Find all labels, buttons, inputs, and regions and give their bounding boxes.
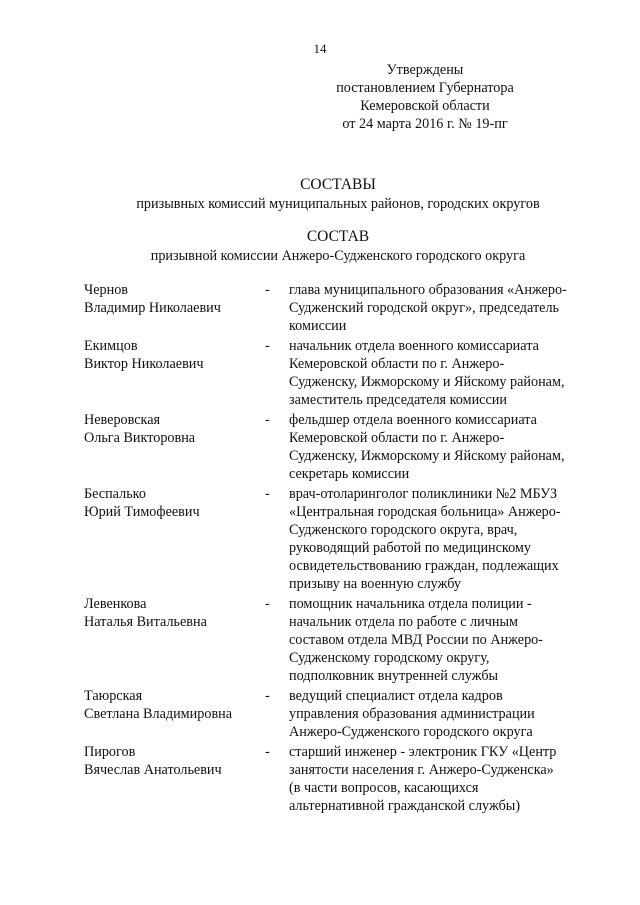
member-role-line: комиссии (289, 318, 347, 334)
member-separator: - (265, 486, 270, 502)
approval-line: от 24 марта 2016 г. № 19-пг (342, 116, 508, 132)
approval-line: Утверждены (386, 62, 464, 78)
member-row (84, 337, 594, 409)
member-row (84, 411, 594, 483)
member-role-line: Судженского городского округа, врач, (289, 522, 518, 538)
member-name (84, 411, 259, 483)
member-role-line: освидетельствованию граждан, подлежащих (289, 558, 559, 574)
member-name (84, 743, 259, 815)
member-role-line: руководящий работой по медицинскому (289, 540, 531, 556)
member-role (289, 337, 594, 409)
member-name (84, 595, 259, 685)
member-name-line: Наталья Витальевна (84, 614, 207, 630)
document-title: СОСТАВЫ (300, 176, 376, 193)
member-name (84, 485, 259, 593)
member-role-line: Судженскому городскому округу, (289, 650, 490, 666)
member-row (84, 281, 594, 335)
member-role (289, 281, 594, 335)
member-name-line: Вячеслав Анатольевич (84, 762, 222, 778)
member-role-line: Анжеро-Судженского городского округа (289, 724, 533, 740)
approval-line: постановлением Губернатора (336, 80, 514, 96)
section-title: СОСТАВ (306, 228, 370, 245)
member-separator: - (265, 596, 270, 612)
approval-block (330, 61, 520, 133)
member-role-line: Кемеровской области по г. Анжеро- (289, 430, 505, 446)
member-name-line: Беспалько (84, 486, 146, 502)
member-role (289, 411, 594, 483)
member-separator: - (265, 688, 270, 704)
member-role-line: заместитель председателя комиссии (289, 392, 507, 408)
member-row (84, 485, 594, 593)
page-number: 14 (313, 41, 327, 56)
member-role-line: старший инженер - электроник ГКУ «Центр (289, 744, 557, 760)
member-role-line: секретарь комиссии (289, 466, 410, 482)
member-role-line: помощник начальника отдела полиции - (289, 596, 532, 612)
member-role (289, 743, 594, 815)
member-role-line: альтернативной гражданской службы) (289, 798, 521, 814)
member-role-line: управления образования администрации (289, 706, 535, 722)
member-name-line: Светлана Владимировна (84, 706, 233, 722)
member-name (84, 281, 259, 335)
member-role-line: начальник отдела по работе с личным (289, 614, 518, 630)
member-separator: - (265, 338, 270, 354)
member-role-line: Кемеровской области по г. Анжеро- (289, 356, 505, 372)
member-role-line: подполковник внутренней службы (289, 668, 499, 684)
member-name-line: Владимир Николаевич (84, 300, 221, 316)
member-row (84, 743, 594, 815)
member-separator: - (265, 744, 270, 760)
member-role-line: Судженску, Ижморскому и Яйскому районам, (289, 448, 565, 464)
member-name-line: Ольга Викторовна (84, 430, 196, 446)
member-name (84, 337, 259, 409)
member-name-line: Таюрская (84, 688, 143, 704)
member-role-line: (в части вопросов, касающихся (289, 780, 479, 796)
member-row (84, 595, 594, 685)
member-name-line: Чернов (84, 282, 128, 298)
member-role-line: глава муниципального образования «Анжеро- (289, 282, 567, 298)
member-role-line: Судженский городской округ», председатель (289, 300, 559, 316)
member-role-line: призыву на военную службу (289, 576, 461, 592)
member-name-line: Юрий Тимофеевич (84, 504, 200, 520)
member-role-line: занятости населения г. Анжеро-Судженска» (289, 762, 554, 778)
member-role-line: врач-отоларинголог поликлиники №2 МБУЗ (289, 486, 558, 502)
member-role-line: ведущий специалист отдела кадров (289, 688, 503, 704)
section-subtitle: призывной комиссии Анжеро-Судженского городского округа (150, 248, 526, 264)
member-separator: - (265, 412, 270, 428)
approval-line: Кемеровской области (360, 98, 490, 114)
member-role (289, 595, 594, 685)
member-name-line: Пирогов (84, 744, 136, 760)
member-role-line: фельдшер отдела военного комиссариата (289, 412, 537, 428)
member-row (84, 687, 594, 741)
member-name-line: Виктор Николаевич (84, 356, 204, 372)
member-name-line: Екимцов (84, 338, 138, 354)
member-name-line: Неверовская (84, 412, 161, 428)
member-role (289, 485, 594, 593)
member-role-line: Судженску, Ижморскому и Яйскому районам, (289, 374, 565, 390)
member-role-line: начальник отдела военного комиссариата (289, 338, 539, 354)
member-role (289, 687, 594, 741)
member-name-line: Левенкова (84, 596, 147, 612)
member-separator: - (265, 282, 270, 298)
member-role-line: «Центральная городская больница» Анжеро- (289, 504, 561, 520)
members-list (84, 281, 594, 815)
document-subtitle: призывных комиссий муниципальных районов, городских округов (136, 196, 540, 212)
member-name (84, 687, 259, 741)
member-role-line: составом отдела МВД России по Анжеро- (289, 632, 543, 648)
